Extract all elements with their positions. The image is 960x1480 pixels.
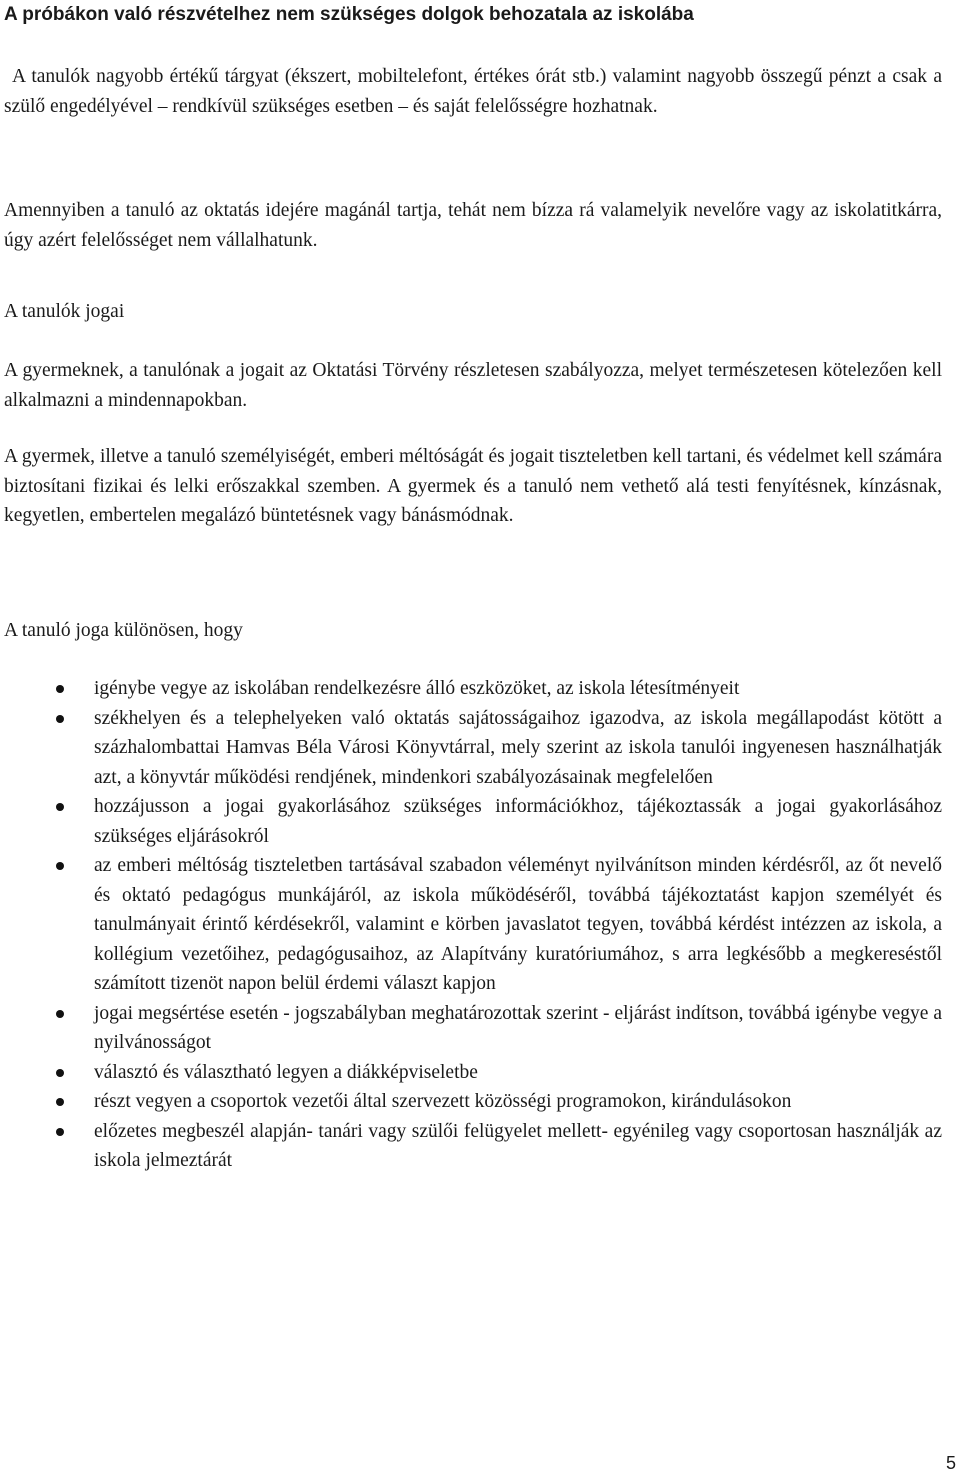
rights-list (4, 674, 942, 1176)
list-intro: A tanuló joga különösen, hogy (4, 620, 243, 641)
paragraph-dignity: A gyermek, illetve a tanuló személyiségét, emberi méltóságát és jogait tiszteletben kell tartani, és védelmet kell számára biztosítani fizikai és lelki erőszakkal szemben. A gyermek és a tanuló nem vethető alá testi fenyítésnek, kínzásnak, kegyetlen, embertelen megalázó büntetésnek vagy bánásmódnak. (4, 446, 942, 526)
rights-heading: A tanulók jogai (4, 301, 125, 322)
paragraph-valuables: A tanulók nagyobb értékű tárgyat (ékszert, mobiltelefont, értékes órát stb.) valamint nagyobb összegű pénzt a csak a szülő engedélyével – rendkívül szükséges esetben – és saját felelősségre hozhatnak. (4, 66, 942, 117)
list-item-text: választó és választható legyen a diákképviseletbe (94, 1061, 478, 1083)
bullet-icon (56, 715, 64, 723)
list-item (4, 1087, 942, 1117)
bullet-icon (56, 1010, 64, 1018)
list-item-text: hozzájusson a jogai gyakorlásához szükséges információkhoz, tájékoztassák a jogai gyakorlásához szükséges eljárásokról (94, 796, 942, 847)
list-item-text: igénybe vegye az iskolában rendelkezésre álló eszközöket, az iskola létesítményeit (94, 678, 740, 699)
paragraph-education-law: A gyermeknek, a tanulónak a jogait az Oktatási Törvény részletesen szabályozza, melyet természetesen kötelezően kell alkalmazni a mindennapokban. (4, 360, 942, 411)
bullet-icon (56, 685, 64, 693)
list-item (4, 674, 942, 704)
list-item (4, 792, 942, 851)
list-item (4, 1058, 942, 1088)
section-title: A próbákon való részvételhez nem szükséges dolgok behozatala az iskolába (4, 4, 694, 25)
bullet-icon (56, 862, 64, 870)
list-item (4, 999, 942, 1058)
bullet-icon (56, 1069, 64, 1077)
list-item (4, 851, 942, 999)
paragraph-responsibility: Amennyiben a tanuló az oktatás idejére magánál tartja, tehát nem bízza rá valamelyik nevelőre vagy az iskolatitkárra, úgy azért felelősséget nem vállalhatunk. (4, 200, 942, 251)
page-number: 5 (945, 1453, 956, 1473)
bullet-icon (56, 1098, 64, 1106)
list-item-text: az emberi méltóság tiszteletben tartásával szabadon véleményt nyilvánítson minden kérdésről, az őt nevelő és oktató pedagógus munkájáról, az iskola működéséről, továbbá tájékoztatást kapjon személyét és tanulmányait érintő kérdésekről, valamint e körben javaslatot tegyen, továbbá kérdést intézzen az iskola, a kollégium vezetőihez, pedagógusaihoz, az Alapítvány kuratóriumához, s arra legkésőbb a megkereséstől számított tizenöt napon belül érdemi választ kapjon (94, 855, 942, 994)
list-item (4, 1117, 942, 1176)
list-item (4, 704, 942, 793)
list-item-text: jogai megsértése esetén - jogszabályban meghatározottak szerint - eljárást indítson, továbbá igénybe vegye a nyilvánosságot (94, 1002, 942, 1053)
bullet-icon (56, 1128, 64, 1136)
bullet-icon (56, 803, 64, 811)
list-item-text: részt vegyen a csoportok vezetői által szervezett közösségi programokon, kirándulásokon (94, 1091, 792, 1112)
list-item-text: előzetes megbeszél alapján- tanári vagy szülői felügyelet mellett- egyénileg vagy csoportosan használják az iskola jelmeztárát (94, 1120, 942, 1171)
list-item-text: székhelyen és a telephelyeken való oktatás sajátosságaihoz igazodva, az iskola megállapodást kötött a százhalombattai Hamvas Béla Városi Könyvtárral, mely szerint az iskola tanulói ingyenesen használhatják azt, a könyvtár működési rendjének, mindenkori szabályozásainak megfelelően (94, 707, 942, 788)
